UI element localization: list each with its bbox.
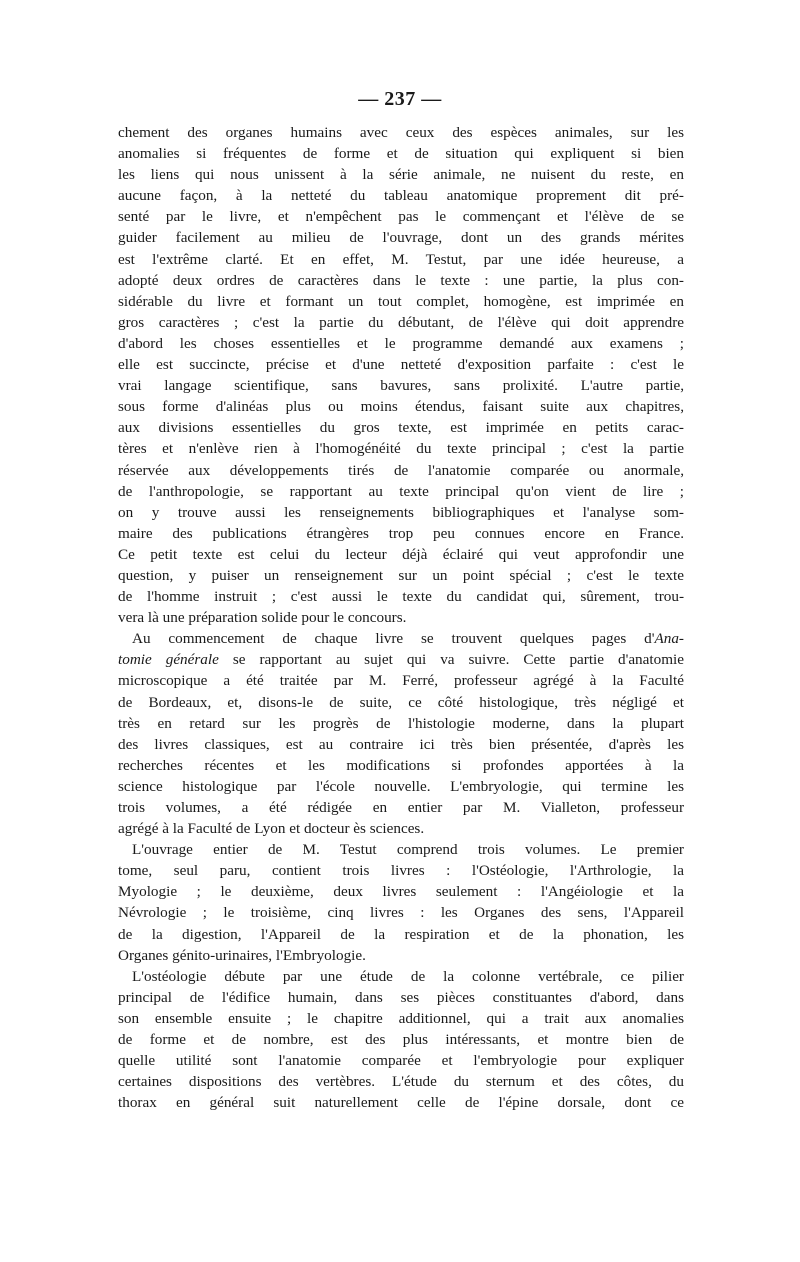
text-line xyxy=(118,586,684,607)
line-text: recherches récentes et les modifications si profondes apportées à la xyxy=(118,756,684,774)
line-text: Au commencement de chaque livre se trouvent quelques pages d' xyxy=(132,630,655,648)
line-text: science histologique par l'école nouvelle. L'embryologie, qui termine les xyxy=(118,777,684,795)
line-text: maire des publications étrangères trop peu connues encore en France. xyxy=(118,524,684,542)
text-line xyxy=(118,227,684,248)
line-text: Ce petit texte est celui du lecteur déjà éclairé qui veut approfondir une xyxy=(118,545,684,563)
line-text: tères et n'enlève rien à l'homogénéité du texte principal ; c'est la partie xyxy=(118,440,684,458)
text-line xyxy=(118,713,684,734)
line-text: L'ouvrage entier de M. Testut comprend trois volumes. Le premier xyxy=(132,841,684,859)
text-line xyxy=(118,481,684,502)
line-text: tome, seul paru, contient trois livres : l'Ostéologie, l'Arthrologie, la xyxy=(118,862,684,880)
text-line xyxy=(118,1008,684,1029)
text-line xyxy=(118,270,684,291)
text-line xyxy=(118,734,684,755)
italic-text: Ana- xyxy=(654,630,684,648)
line-text: L'ostéologie débute par une étude de la colonne vertébrale, ce pilier xyxy=(132,967,684,985)
line-text: de forme et de nombre, est des plus intéressants, et montre bien de xyxy=(118,1031,684,1049)
text-line xyxy=(118,143,684,164)
line-text: Organes génito-urinaires, l'Embryologie. xyxy=(118,946,366,964)
line-text: d'abord les choses essentielles et le programme demandé aux examens ; xyxy=(118,334,684,352)
text-line xyxy=(118,438,684,459)
line-text: on y trouve aussi les renseignements bibliographiques et l'analyse som- xyxy=(118,503,684,521)
line-text: trois volumes, a été rédigée en entier par M. Vialleton, professeur xyxy=(118,799,684,816)
line-text: certaines dispositions des vertèbres. L'étude du sternum et des côtes, du xyxy=(118,1073,684,1091)
line-text: sous forme d'alinéas plus ou moins étendus, faisant suite aux chapitres, xyxy=(118,398,684,416)
line-text: son ensemble ensuite ; le chapitre additionnel, qui a trait aux anomalies xyxy=(118,1009,684,1027)
text-line xyxy=(118,1092,684,1113)
text-line xyxy=(118,206,684,227)
text-line xyxy=(118,607,684,628)
text-line xyxy=(118,333,684,354)
line-text: vrai langage scientifique, sans bavures, sans prolixité. L'autre partie, xyxy=(118,377,684,395)
text-line xyxy=(118,375,684,396)
text-line xyxy=(118,860,684,881)
text-line xyxy=(118,312,684,333)
line-text: Myologie ; le deuxième, deux livres seulement : l'Angéiologie et la xyxy=(118,883,684,901)
text-line xyxy=(118,291,684,312)
line-text: chement des organes humains avec ceux des espèces animales, sur les xyxy=(118,124,684,141)
text-line xyxy=(118,544,684,565)
italic-text: tomie générale xyxy=(118,651,219,669)
line-text: de l'homme instruit ; c'est aussi le texte du candidat qui, sûrement, trou- xyxy=(118,588,684,606)
text-line xyxy=(118,164,684,185)
line-text: sidérable du livre et formant un tout complet, homogène, est imprimée en xyxy=(118,292,684,310)
text-line xyxy=(118,460,684,481)
line-text: senté par le livre, et n'empêchent pas le commençant et l'élève de se xyxy=(118,208,684,226)
text-line xyxy=(118,122,684,143)
line-text: aucune façon, à la netteté du tableau anatomique proprement dit pré- xyxy=(118,187,684,205)
text-line xyxy=(118,1029,684,1050)
text-line xyxy=(118,987,684,1008)
text-line xyxy=(118,692,684,713)
line-text: thorax en général suit naturellement celle de l'épine dorsale, dont ce xyxy=(118,1094,684,1112)
text-line xyxy=(118,354,684,375)
text-line xyxy=(118,839,684,860)
text-line xyxy=(118,966,684,987)
line-text: question, y puiser un renseignement sur un point spécial ; c'est le texte xyxy=(118,566,684,584)
text-line xyxy=(118,797,684,818)
text-line xyxy=(118,523,684,544)
text-line xyxy=(118,628,684,649)
text-line xyxy=(118,396,684,417)
line-text: de Bordeaux, et, disons-le de suite, ce côté histologique, très négligé et xyxy=(118,693,684,711)
page-number: — 237 — xyxy=(358,88,442,110)
line-text: quelle utilité sont l'anatomie comparée et l'embryologie pour expliquer xyxy=(118,1052,684,1070)
text-line xyxy=(118,565,684,586)
line-text: se rapportant au sujet qui va suivre. Cette partie d'anatomie xyxy=(218,651,684,669)
text-line xyxy=(118,902,684,923)
line-text: microscopique a été traitée par M. Ferré, professeur agrégé à la Faculté xyxy=(118,672,684,690)
line-text: des livres classiques, est au contraire ici très bien présentée, d'après les xyxy=(118,735,684,753)
line-text: adopté deux ordres de caractères dans le texte : une partie, la plus con- xyxy=(118,271,684,289)
line-text: Névrologie ; le troisième, cinq livres : les Organes des sens, l'Appareil xyxy=(118,904,684,922)
line-text: de l'anthropologie, se rapportant au texte principal qu'on vient de lire ; xyxy=(118,482,684,500)
line-text: guider facilement au milieu de l'ouvrage, dont un des grands mérites xyxy=(118,229,684,247)
line-text: de la digestion, l'Appareil de la respiration et de la phonation, les xyxy=(118,925,684,943)
line-text: les liens qui nous unissent à la série animale, ne nuisent du reste, en xyxy=(118,166,684,184)
text-line xyxy=(118,502,684,523)
line-text: réservée aux développements tirés de l'anatomie comparée ou anormale, xyxy=(118,461,684,479)
line-text: très en retard sur les progrès de l'histologie moderne, dans la plupart xyxy=(118,714,684,732)
text-line xyxy=(118,945,684,966)
line-text: agrégé à la Faculté de Lyon et docteur ès sciences. xyxy=(118,820,425,838)
text-line xyxy=(118,417,684,438)
line-text: anomalies si fréquentes de forme et de situation qui expliquent si bien xyxy=(118,145,684,163)
line-text: elle est succincte, précise et d'une netteté d'exposition parfaite : c'est le xyxy=(118,356,684,374)
body-text xyxy=(118,122,684,1113)
text-line xyxy=(118,776,684,797)
text-line xyxy=(118,924,684,945)
line-text: est l'extrême clarté. Et en effet, M. Testut, par une idée heureuse, a xyxy=(118,250,684,268)
text-line xyxy=(118,670,684,691)
line-text: aux divisions essentielles du gros texte, est imprimée en petits carac- xyxy=(118,419,684,437)
text-line xyxy=(118,818,684,839)
text-line xyxy=(118,881,684,902)
text-line xyxy=(118,1071,684,1092)
text-line xyxy=(118,185,684,206)
text-line xyxy=(118,249,684,270)
line-text: principal de l'édifice humain, dans ses pièces constituantes d'abord, dans xyxy=(118,988,684,1006)
text-line xyxy=(118,649,684,670)
line-text: gros caractères ; c'est la partie du débutant, de l'élève qui doit apprendre xyxy=(118,313,684,331)
text-line xyxy=(118,755,684,776)
text-line xyxy=(118,1050,684,1071)
line-text: vera là une préparation solide pour le concours. xyxy=(118,609,407,627)
